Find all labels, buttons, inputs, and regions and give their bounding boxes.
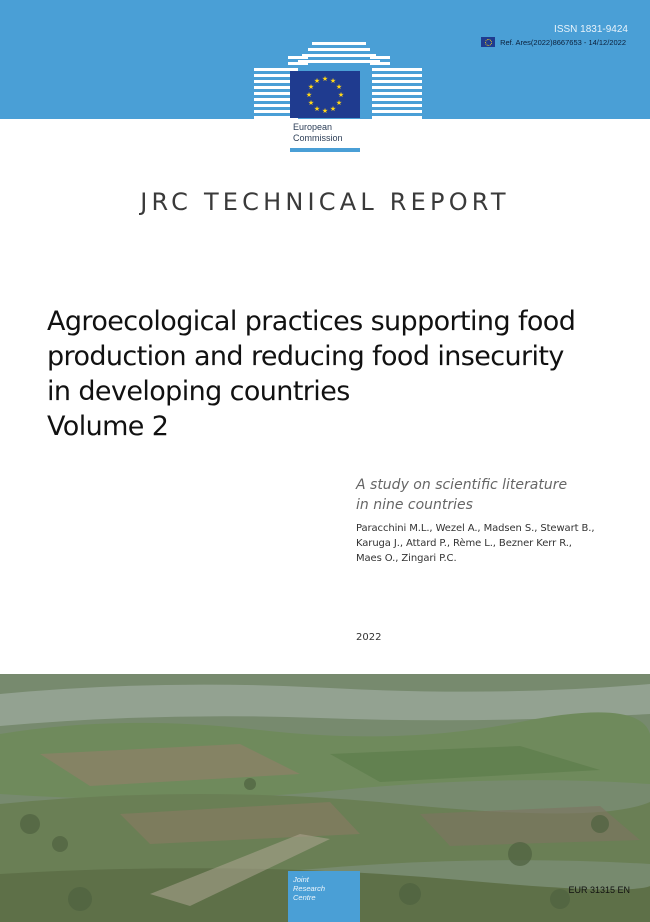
logo-underline xyxy=(290,148,360,152)
report-series: JRC TECHNICAL REPORT xyxy=(140,188,510,216)
title-line-4: Volume 2 xyxy=(47,411,169,442)
title-line-1: Agroecological practices supporting food xyxy=(47,306,576,337)
logo-line-2: Commission xyxy=(293,133,343,143)
jrc-label xyxy=(293,875,325,902)
author-list xyxy=(356,521,626,566)
eur-number: EUR 31315 EN xyxy=(568,885,630,895)
svg-text:★: ★ xyxy=(329,105,337,113)
report-subtitle xyxy=(356,475,626,515)
issn-label: ISSN 1831-9424 xyxy=(554,24,628,35)
ares-reference xyxy=(481,37,626,47)
svg-text:★: ★ xyxy=(313,105,321,113)
title-line-2: production and reducing food insecurity xyxy=(47,341,564,372)
publication-year: 2022 xyxy=(356,632,382,643)
svg-text:★: ★ xyxy=(307,83,315,91)
report-title xyxy=(47,304,627,444)
svg-text:★: ★ xyxy=(321,107,329,115)
jrc-line-2: Research xyxy=(293,884,326,893)
jrc-line-1: Joint xyxy=(293,875,309,884)
svg-text:★: ★ xyxy=(337,91,345,99)
svg-text:★: ★ xyxy=(329,77,337,85)
svg-text:★: ★ xyxy=(305,91,313,99)
logo-line-1: European xyxy=(293,122,333,132)
subtitle-line-2: in nine countries xyxy=(356,497,473,513)
logo-text xyxy=(293,122,343,144)
svg-text:★: ★ xyxy=(313,77,321,85)
svg-text:★: ★ xyxy=(321,75,329,83)
svg-text:★: ★ xyxy=(307,99,315,107)
subtitle-line-1: A study on scientific literature xyxy=(356,477,568,493)
authors-line-1: Paracchini M.L., Wezel A., Madsen S., Stewart B., xyxy=(356,523,595,534)
authors-line-2: Karuga J., Attard P., Rème L., Bezner Kerr R., xyxy=(356,538,572,549)
title-line-3: in developing countries xyxy=(47,376,350,407)
svg-text:★: ★ xyxy=(335,99,343,107)
ares-reference-text: Ref. Ares(2022)8667653 - 14/12/2022 xyxy=(500,37,626,47)
jrc-line-3: Centre xyxy=(293,893,316,902)
eu-flag-icon xyxy=(481,37,495,47)
authors-line-3: Maes O., Zingari P.C. xyxy=(356,553,457,564)
svg-text:★: ★ xyxy=(335,83,343,91)
